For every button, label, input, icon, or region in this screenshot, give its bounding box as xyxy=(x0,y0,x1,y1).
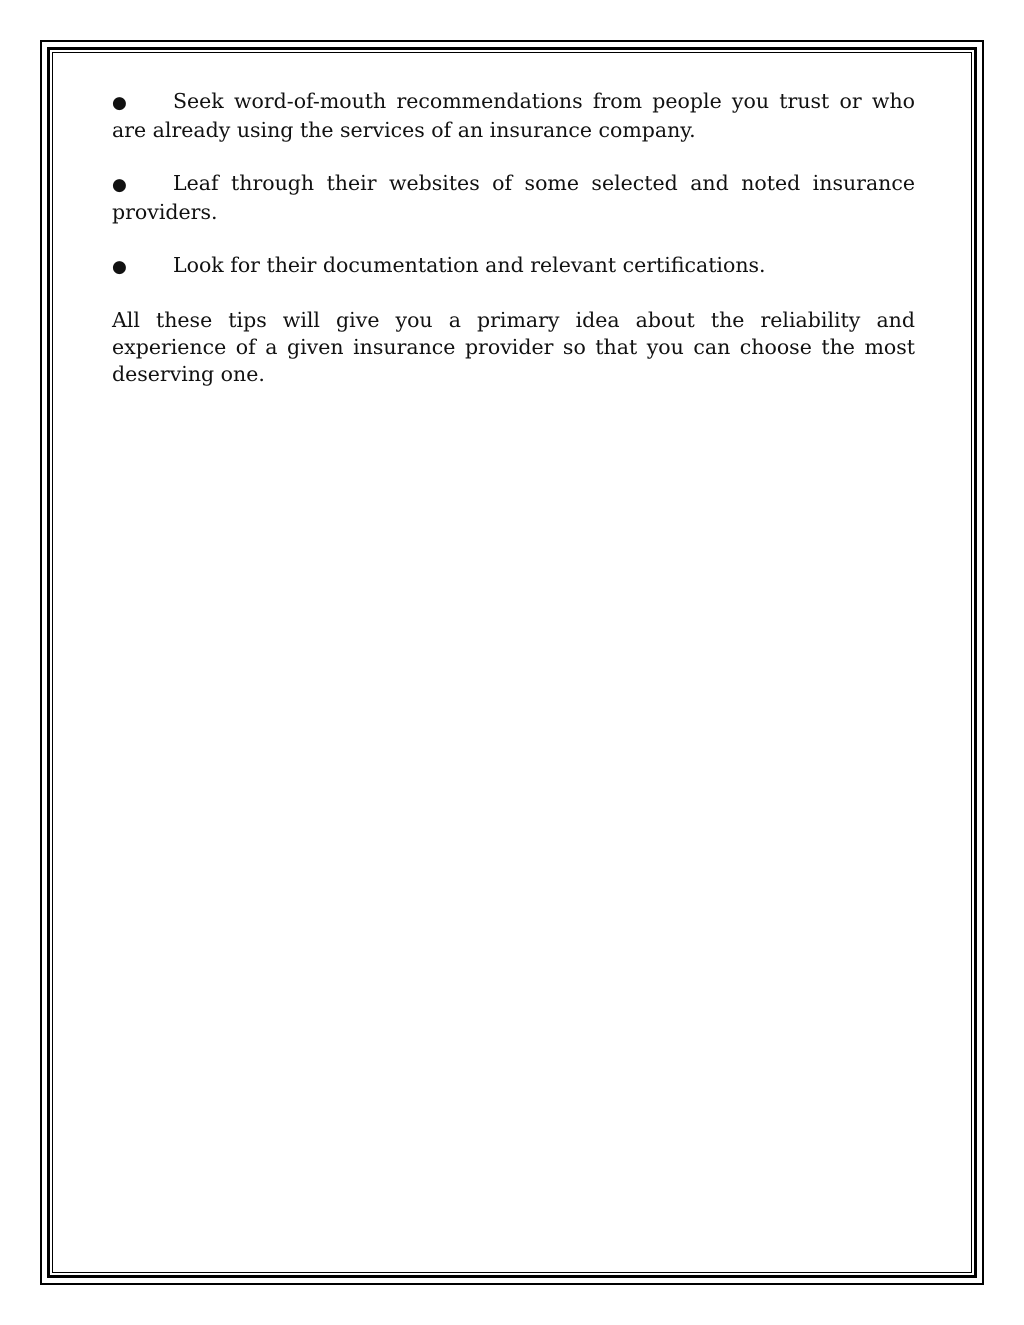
bullet-text: Seek word-of-mouth recommendations from people you trust or who are already using the services of an insurance company. xyxy=(112,89,915,142)
bullet-icon: ● xyxy=(112,175,127,195)
bullet-item xyxy=(112,170,915,226)
bullet-text: Look for their documentation and relevant certifications. xyxy=(173,253,766,277)
bullet-icon: ● xyxy=(112,257,127,277)
bullet-item xyxy=(112,88,915,144)
bullet-icon: ● xyxy=(112,93,127,113)
summary-paragraph: All these tips will give you a primary idea about the reliability and experience of a given insurance provider so that you can choose the most deserving one. xyxy=(112,308,915,386)
bullet-item xyxy=(112,252,915,281)
bullet-text: Leaf through their websites of some selected and noted insurance providers. xyxy=(112,171,915,224)
document-body xyxy=(112,88,915,388)
